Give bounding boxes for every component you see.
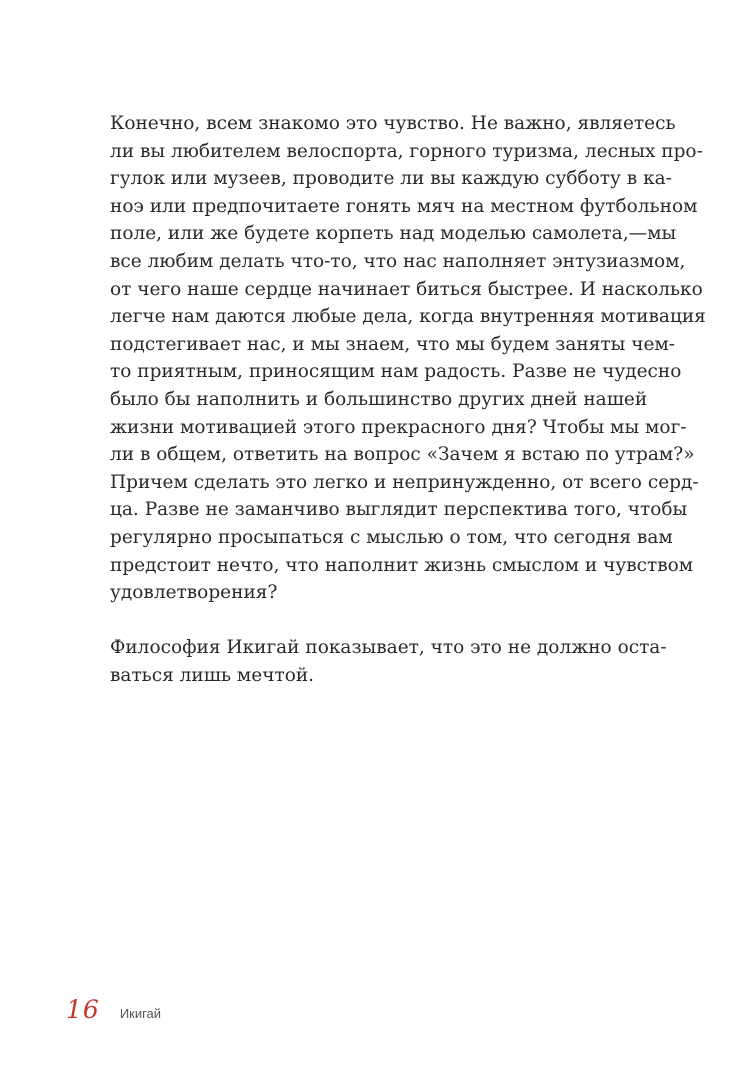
text-line: предстоит нечто, что наполнит жизнь смыслом и чувством [110,554,694,576]
text-line: ваться лишь мечтой. [110,664,315,686]
text-line: Философия Икигай показывает, что это не должно оста- [110,637,667,659]
paragraph-2 [110,634,667,689]
text-line: Конечно, всем знакомо это чувство. Не важно, являетесь [110,113,676,134]
text-line: от чего наше сердце начинает биться быстрее. И насколько [110,278,703,300]
page-number: 16 [66,995,100,1024]
text-line: поле, или же будете корпеть над моделью самолета,—мы [110,223,677,245]
text-line: Причем сделать это легко и непринужденно, от всего серд- [110,471,699,493]
text-line: легче нам даются любые дела, когда внутренняя мотивация [110,306,706,328]
paragraph-1 [110,110,706,607]
text-line: все любим делать что-то, что нас наполняет энтузиазмом, [110,250,686,272]
text-line: ца. Разве не заманчиво выглядит перспектива того, чтобы [110,499,688,521]
text-line: регулярно просыпаться с мыслью о том, что сегодня вам [110,526,673,548]
text-line: ли в общем, ответить на вопрос «Зачем я встаю по утрам?» [110,444,695,466]
paragraph-spacer [110,607,630,635]
text-line: ли вы любителем велоспорта, горного туризма, лесных про- [110,140,703,162]
text-line: жизни мотивацией этого прекрасного дня? Чтобы мы мог- [110,416,687,438]
text-line: ноэ или предпочитаете гонять мяч на местном футбольном [110,195,698,217]
text-line: было бы наполнить и большинство других дней нашей [110,388,648,410]
text-line: то приятным, приносящим нам радость. Разве не чудесно [110,361,682,383]
page-footer [66,995,161,1035]
text-line: удовлетворения? [110,582,278,604]
body-text [110,110,706,689]
running-title: Икигай [119,1006,162,1021]
text-line: подстегивает нас, и мы знаем, что мы будем заняты чем- [110,333,676,355]
text-line: гулок или музеев, проводите ли вы каждую субботу в ка- [110,168,672,190]
